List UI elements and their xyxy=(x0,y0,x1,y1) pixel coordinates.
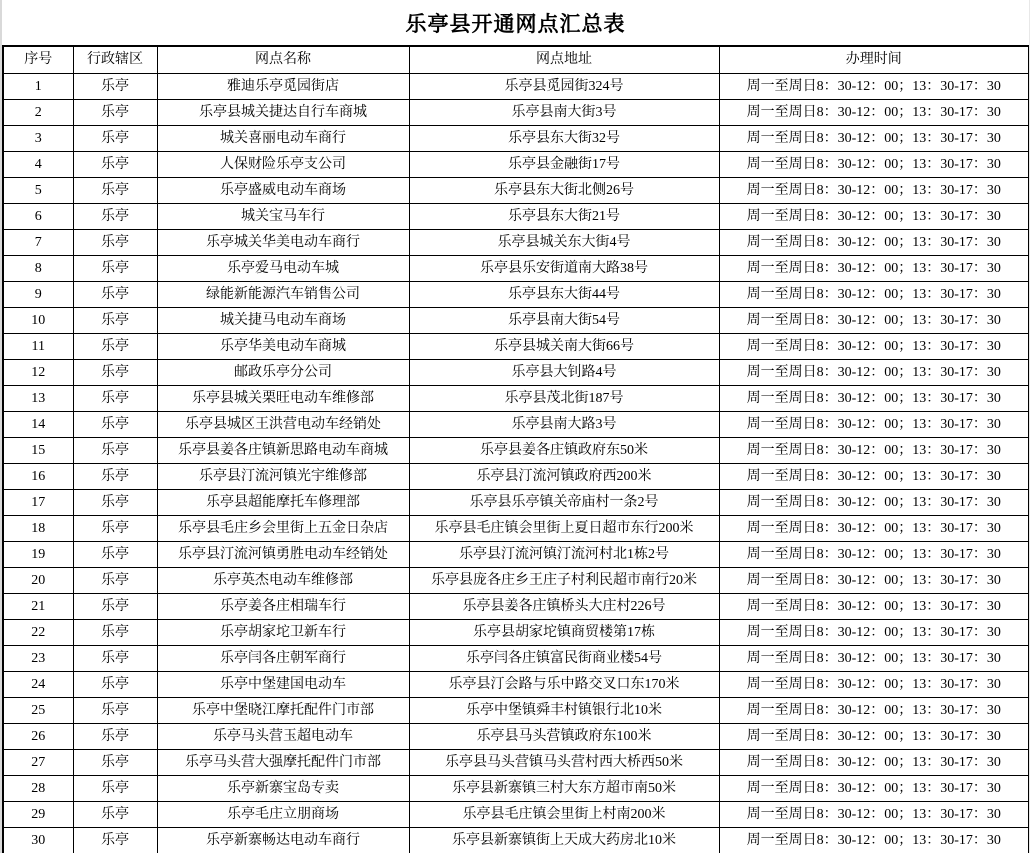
cell-district: 乐亭 xyxy=(73,802,157,828)
cell-hours: 周一至周日8：30-12：00；13：30-17：30 xyxy=(719,152,1029,178)
cell-address: 乐亭县大钊路4号 xyxy=(409,360,719,386)
cell-index: 24 xyxy=(3,672,73,698)
cell-hours: 周一至周日8：30-12：00；13：30-17：30 xyxy=(719,204,1029,230)
cell-district: 乐亭 xyxy=(73,126,157,152)
table-row xyxy=(3,802,1029,828)
cell-index: 30 xyxy=(3,828,73,853)
cell-address: 乐亭县庞各庄乡王庄子村利民超市南行20米 xyxy=(409,568,719,594)
table-row xyxy=(3,542,1029,568)
cell-index: 2 xyxy=(3,100,73,126)
cell-hours: 周一至周日8：30-12：00；13：30-17：30 xyxy=(719,490,1029,516)
cell-address: 乐亭县城关东大街4号 xyxy=(409,230,719,256)
cell-hours: 周一至周日8：30-12：00；13：30-17：30 xyxy=(719,750,1029,776)
cell-name: 乐亭新寨畅达电动车商行 xyxy=(157,828,409,853)
cell-name: 乐亭县汀流河镇勇胜电动车经销处 xyxy=(157,542,409,568)
cell-name: 乐亭中堡建国电动车 xyxy=(157,672,409,698)
table-row xyxy=(3,698,1029,724)
cell-district: 乐亭 xyxy=(73,308,157,334)
cell-district: 乐亭 xyxy=(73,542,157,568)
cell-name: 乐亭毛庄立朋商场 xyxy=(157,802,409,828)
table-row xyxy=(3,178,1029,204)
cell-hours: 周一至周日8：30-12：00；13：30-17：30 xyxy=(719,100,1029,126)
cell-name: 城关宝马车行 xyxy=(157,204,409,230)
cell-district: 乐亭 xyxy=(73,360,157,386)
table-row xyxy=(3,386,1029,412)
table-row xyxy=(3,776,1029,802)
cell-hours: 周一至周日8：30-12：00；13：30-17：30 xyxy=(719,802,1029,828)
cell-address: 乐亭县觅园街324号 xyxy=(409,74,719,100)
cell-hours: 周一至周日8：30-12：00；13：30-17：30 xyxy=(719,308,1029,334)
cell-index: 15 xyxy=(3,438,73,464)
cell-district: 乐亭 xyxy=(73,672,157,698)
cell-name: 乐亭马头营大强摩托配件门市部 xyxy=(157,750,409,776)
cell-address: 乐亭县汀流河镇汀流河村北1栋2号 xyxy=(409,542,719,568)
cell-district: 乐亭 xyxy=(73,620,157,646)
cell-index: 21 xyxy=(3,594,73,620)
table-row xyxy=(3,438,1029,464)
table-row xyxy=(3,360,1029,386)
cell-index: 9 xyxy=(3,282,73,308)
cell-hours: 周一至周日8：30-12：00；13：30-17：30 xyxy=(719,672,1029,698)
cell-address: 乐亭县胡家坨镇商贸楼第17栋 xyxy=(409,620,719,646)
cell-name: 乐亭爱马电动车城 xyxy=(157,256,409,282)
cell-district: 乐亭 xyxy=(73,464,157,490)
cell-index: 11 xyxy=(3,334,73,360)
title-bar xyxy=(2,0,1029,45)
table-row xyxy=(3,594,1029,620)
cell-name: 乐亭马头营玉超电动车 xyxy=(157,724,409,750)
cell-hours: 周一至周日8：30-12：00；13：30-17：30 xyxy=(719,256,1029,282)
cell-index: 27 xyxy=(3,750,73,776)
cell-hours: 周一至周日8：30-12：00；13：30-17：30 xyxy=(719,698,1029,724)
cell-district: 乐亭 xyxy=(73,828,157,853)
cell-index: 23 xyxy=(3,646,73,672)
table-body xyxy=(3,74,1029,853)
cell-address: 乐亭县汀会路与乐中路交叉口东170米 xyxy=(409,672,719,698)
cell-index: 12 xyxy=(3,360,73,386)
cell-name: 绿能新能源汽车销售公司 xyxy=(157,282,409,308)
cell-district: 乐亭 xyxy=(73,516,157,542)
cell-hours: 周一至周日8：30-12：00；13：30-17：30 xyxy=(719,360,1029,386)
cell-address: 乐亭县毛庄镇会里街上夏日超市东行200米 xyxy=(409,516,719,542)
cell-district: 乐亭 xyxy=(73,412,157,438)
cell-address: 乐亭县东大街北侧26号 xyxy=(409,178,719,204)
cell-address: 乐亭县南大街54号 xyxy=(409,308,719,334)
header-name: 网点名称 xyxy=(157,46,409,74)
cell-address: 乐亭县马头营镇政府东100米 xyxy=(409,724,719,750)
cell-district: 乐亭 xyxy=(73,230,157,256)
cell-address: 乐亭县乐安街道南大路38号 xyxy=(409,256,719,282)
cell-hours: 周一至周日8：30-12：00；13：30-17：30 xyxy=(719,724,1029,750)
cell-address: 乐亭县新寨镇三村大东方超市南50米 xyxy=(409,776,719,802)
cell-name: 乐亭县姜各庄镇新思路电动车商城 xyxy=(157,438,409,464)
cell-district: 乐亭 xyxy=(73,490,157,516)
cell-index: 29 xyxy=(3,802,73,828)
cell-address: 乐亭县马头营镇马头营村西大桥西50米 xyxy=(409,750,719,776)
cell-name: 乐亭县城区王洪营电动车经销处 xyxy=(157,412,409,438)
cell-name: 乐亭城关华美电动车商行 xyxy=(157,230,409,256)
header-address: 网点地址 xyxy=(409,46,719,74)
cell-name: 乐亭县超能摩托车修理部 xyxy=(157,490,409,516)
cell-hours: 周一至周日8：30-12：00；13：30-17：30 xyxy=(719,282,1029,308)
network-points-table xyxy=(2,45,1030,853)
cell-address: 乐亭县毛庄镇会里街上村南200米 xyxy=(409,802,719,828)
cell-district: 乐亭 xyxy=(73,178,157,204)
cell-name: 乐亭县汀流河镇光宇维修部 xyxy=(157,464,409,490)
cell-address: 乐亭县金融街17号 xyxy=(409,152,719,178)
cell-address: 乐亭县南大街3号 xyxy=(409,100,719,126)
table-row xyxy=(3,204,1029,230)
cell-index: 28 xyxy=(3,776,73,802)
cell-name: 人保财险乐亭支公司 xyxy=(157,152,409,178)
cell-index: 22 xyxy=(3,620,73,646)
cell-index: 16 xyxy=(3,464,73,490)
table-row xyxy=(3,516,1029,542)
table-row xyxy=(3,464,1029,490)
cell-hours: 周一至周日8：30-12：00；13：30-17：30 xyxy=(719,542,1029,568)
cell-index: 3 xyxy=(3,126,73,152)
cell-address: 乐亭县新寨镇街上天成大药房北10米 xyxy=(409,828,719,853)
cell-district: 乐亭 xyxy=(73,74,157,100)
cell-index: 18 xyxy=(3,516,73,542)
cell-name: 雅迪乐亭觅园街店 xyxy=(157,74,409,100)
cell-hours: 周一至周日8：30-12：00；13：30-17：30 xyxy=(719,74,1029,100)
cell-address: 乐亭闫各庄镇富民街商业楼54号 xyxy=(409,646,719,672)
table-row xyxy=(3,724,1029,750)
table-row xyxy=(3,412,1029,438)
cell-name: 乐亭县城关栗旺电动车维修部 xyxy=(157,386,409,412)
table-row xyxy=(3,646,1029,672)
cell-hours: 周一至周日8：30-12：00；13：30-17：30 xyxy=(719,386,1029,412)
cell-district: 乐亭 xyxy=(73,334,157,360)
cell-address: 乐亭中堡镇舜丰村镇银行北10米 xyxy=(409,698,719,724)
cell-hours: 周一至周日8：30-12：00；13：30-17：30 xyxy=(719,464,1029,490)
table-row xyxy=(3,568,1029,594)
cell-hours: 周一至周日8：30-12：00；13：30-17：30 xyxy=(719,828,1029,853)
cell-address: 乐亭县姜各庄镇桥头大庄村226号 xyxy=(409,594,719,620)
table-row xyxy=(3,750,1029,776)
cell-hours: 周一至周日8：30-12：00；13：30-17：30 xyxy=(719,516,1029,542)
cell-index: 10 xyxy=(3,308,73,334)
cell-name: 邮政乐亭分公司 xyxy=(157,360,409,386)
table-row xyxy=(3,490,1029,516)
cell-index: 1 xyxy=(3,74,73,100)
cell-hours: 周一至周日8：30-12：00；13：30-17：30 xyxy=(719,438,1029,464)
table-row xyxy=(3,282,1029,308)
cell-address: 乐亭县姜各庄镇政府东50米 xyxy=(409,438,719,464)
cell-address: 乐亭县汀流河镇政府西200米 xyxy=(409,464,719,490)
cell-index: 14 xyxy=(3,412,73,438)
cell-address: 乐亭县城关南大街66号 xyxy=(409,334,719,360)
header-index: 序号 xyxy=(3,46,73,74)
cell-district: 乐亭 xyxy=(73,438,157,464)
cell-index: 7 xyxy=(3,230,73,256)
cell-address: 乐亭县乐亭镇关帝庙村一条2号 xyxy=(409,490,719,516)
cell-index: 26 xyxy=(3,724,73,750)
cell-hours: 周一至周日8：30-12：00；13：30-17：30 xyxy=(719,620,1029,646)
table-row xyxy=(3,334,1029,360)
cell-index: 20 xyxy=(3,568,73,594)
table-row xyxy=(3,126,1029,152)
cell-district: 乐亭 xyxy=(73,776,157,802)
cell-name: 乐亭盛威电动车商场 xyxy=(157,178,409,204)
cell-name: 乐亭中堡晓江摩托配件门市部 xyxy=(157,698,409,724)
table-row xyxy=(3,74,1029,100)
cell-hours: 周一至周日8：30-12：00；13：30-17：30 xyxy=(719,568,1029,594)
cell-name: 城关捷马电动车商场 xyxy=(157,308,409,334)
cell-index: 19 xyxy=(3,542,73,568)
table-row xyxy=(3,828,1029,853)
cell-index: 8 xyxy=(3,256,73,282)
cell-district: 乐亭 xyxy=(73,152,157,178)
cell-district: 乐亭 xyxy=(73,386,157,412)
cell-index: 13 xyxy=(3,386,73,412)
cell-index: 4 xyxy=(3,152,73,178)
cell-hours: 周一至周日8：30-12：00；13：30-17：30 xyxy=(719,178,1029,204)
table-row xyxy=(3,620,1029,646)
cell-district: 乐亭 xyxy=(73,750,157,776)
cell-hours: 周一至周日8：30-12：00；13：30-17：30 xyxy=(719,646,1029,672)
cell-hours: 周一至周日8：30-12：00；13：30-17：30 xyxy=(719,230,1029,256)
table-row xyxy=(3,230,1029,256)
cell-name: 乐亭胡家坨卫新车行 xyxy=(157,620,409,646)
cell-index: 17 xyxy=(3,490,73,516)
table-row xyxy=(3,308,1029,334)
cell-hours: 周一至周日8：30-12：00；13：30-17：30 xyxy=(719,412,1029,438)
cell-name: 乐亭县毛庄乡会里街上五金日杂店 xyxy=(157,516,409,542)
cell-name: 城关喜丽电动车商行 xyxy=(157,126,409,152)
cell-name: 乐亭新寨宝岛专卖 xyxy=(157,776,409,802)
header-hours: 办理时间 xyxy=(719,46,1029,74)
table-row xyxy=(3,100,1029,126)
cell-district: 乐亭 xyxy=(73,256,157,282)
cell-address: 乐亭县东大街32号 xyxy=(409,126,719,152)
table-row xyxy=(3,672,1029,698)
cell-district: 乐亭 xyxy=(73,594,157,620)
cell-hours: 周一至周日8：30-12：00；13：30-17：30 xyxy=(719,776,1029,802)
cell-hours: 周一至周日8：30-12：00；13：30-17：30 xyxy=(719,334,1029,360)
cell-hours: 周一至周日8：30-12：00；13：30-17：30 xyxy=(719,126,1029,152)
table-header xyxy=(3,46,1029,74)
cell-index: 6 xyxy=(3,204,73,230)
cell-address: 乐亭县东大街21号 xyxy=(409,204,719,230)
cell-name: 乐亭闫各庄朝军商行 xyxy=(157,646,409,672)
cell-name: 乐亭英杰电动车维修部 xyxy=(157,568,409,594)
cell-district: 乐亭 xyxy=(73,698,157,724)
cell-district: 乐亭 xyxy=(73,646,157,672)
header-row xyxy=(3,46,1029,74)
cell-district: 乐亭 xyxy=(73,724,157,750)
cell-name: 乐亭姜各庄相瑞车行 xyxy=(157,594,409,620)
cell-district: 乐亭 xyxy=(73,568,157,594)
cell-district: 乐亭 xyxy=(73,100,157,126)
cell-address: 乐亭县东大街44号 xyxy=(409,282,719,308)
cell-district: 乐亭 xyxy=(73,204,157,230)
table-row xyxy=(3,152,1029,178)
cell-index: 5 xyxy=(3,178,73,204)
cell-index: 25 xyxy=(3,698,73,724)
cell-address: 乐亭县茂北街187号 xyxy=(409,386,719,412)
cell-name: 乐亭县城关捷达自行车商城 xyxy=(157,100,409,126)
table-row xyxy=(3,256,1029,282)
header-district: 行政辖区 xyxy=(73,46,157,74)
cell-hours: 周一至周日8：30-12：00；13：30-17：30 xyxy=(719,594,1029,620)
cell-address: 乐亭县南大路3号 xyxy=(409,412,719,438)
cell-district: 乐亭 xyxy=(73,282,157,308)
cell-name: 乐亭华美电动车商城 xyxy=(157,334,409,360)
page-title: 乐亭县开通网点汇总表 xyxy=(405,11,626,36)
